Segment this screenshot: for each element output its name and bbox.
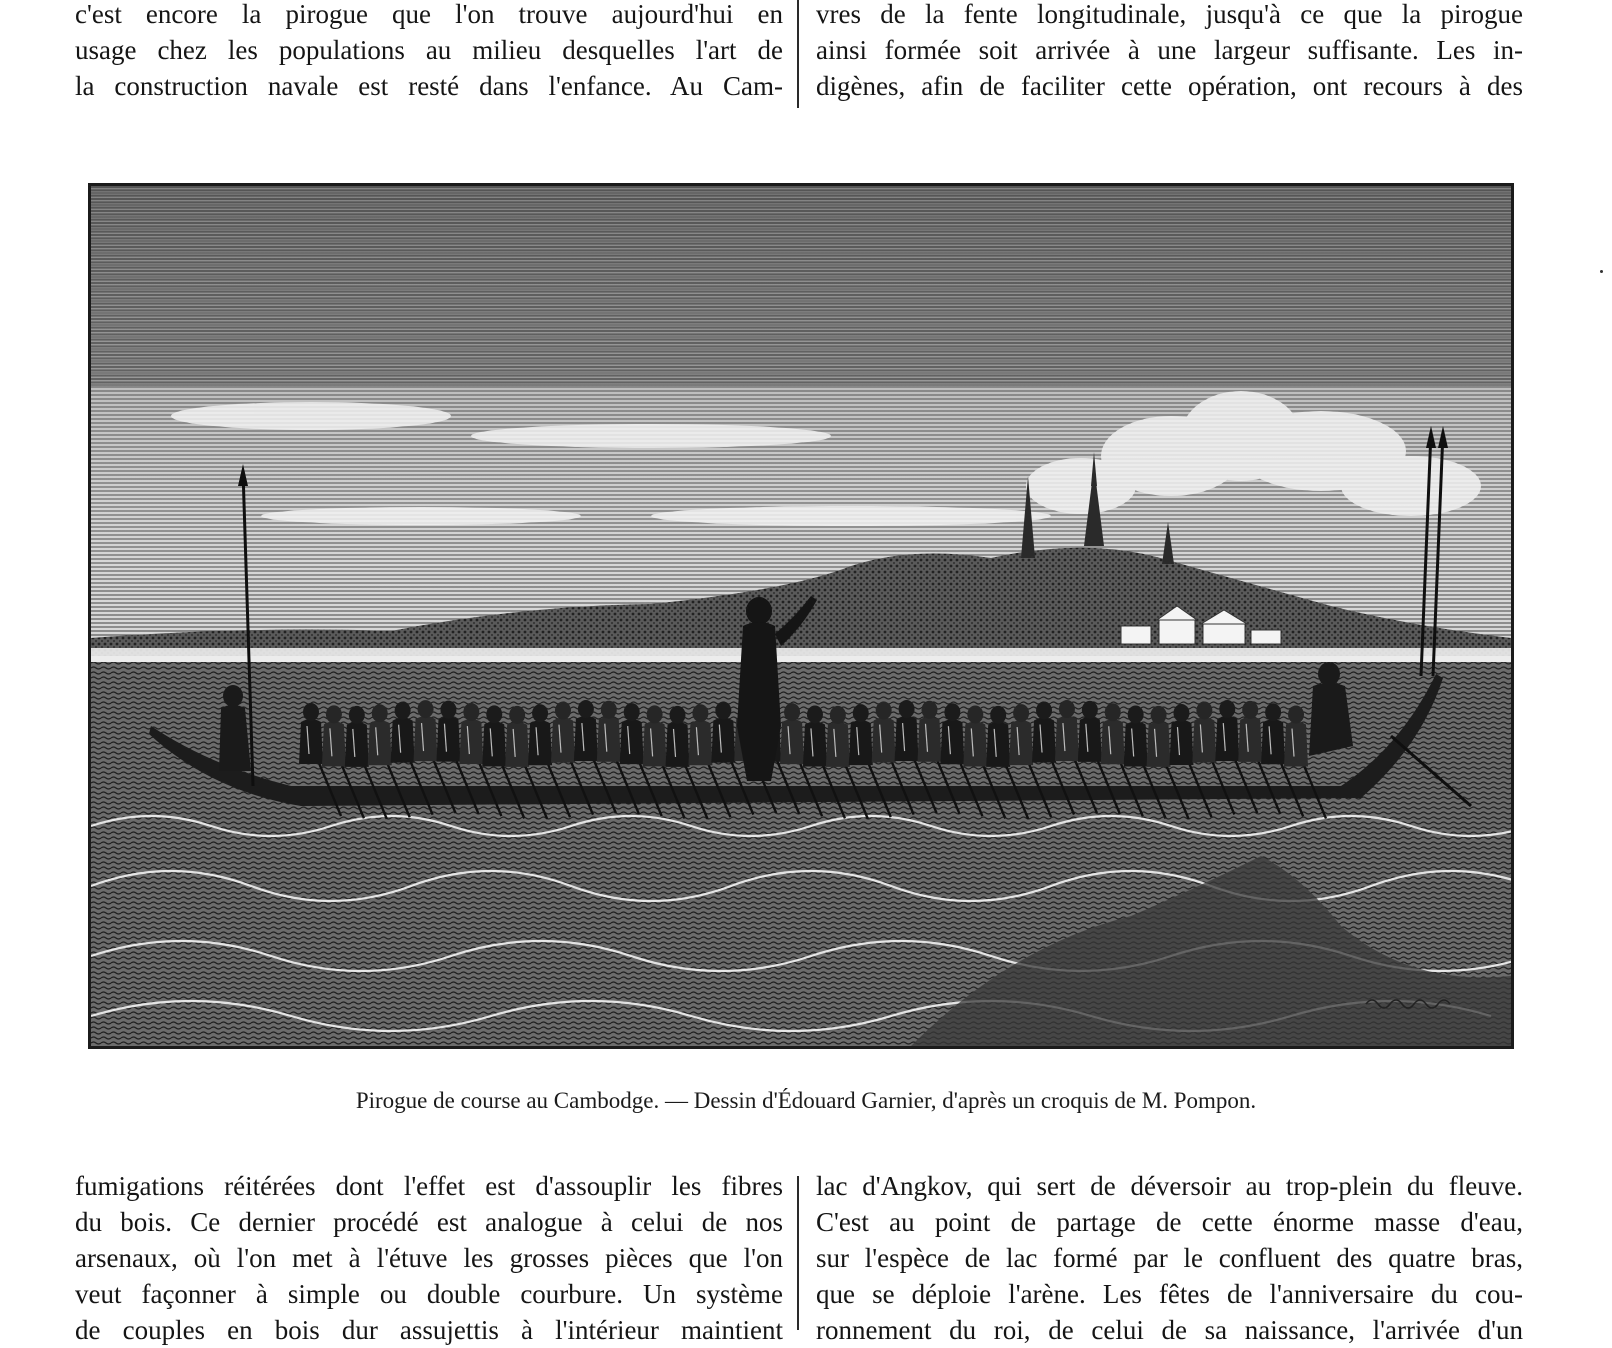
text-line: de couples en bois dur assujettis à l'intérieur maintient [75, 1315, 783, 1345]
figure-caption: Pirogue de course au Cambodge. — Dessin d'Édouard Garnier, d'après un croquis de M. Pompon. [355, 1088, 1257, 1113]
column-divider-top [797, 0, 799, 108]
margin-speck [1600, 270, 1603, 273]
text-line: digènes, afin de faciliter cette opération, ont recours à des [816, 71, 1523, 101]
text-line: c'est encore la pirogue que l'on trouve aujourd'hui en [75, 0, 783, 29]
text-line: sur l'espèce de lac formé par le confluent des quatre bras, [816, 1243, 1523, 1273]
text-line: arsenaux, où l'on met à l'étuve les grosses pièces que l'on [75, 1243, 783, 1273]
text-column-bottom-left [75, 1168, 783, 1348]
text-line: la construction navale est resté dans l'enfance. Au Cam- [75, 71, 783, 101]
text-line: C'est au point de partage de cette énorme masse d'eau, [816, 1207, 1523, 1237]
text-line: veut façonner à simple ou double courbure. Un système [75, 1279, 783, 1309]
text-line: du bois. Ce dernier procédé est analogue à celui de nos [75, 1207, 783, 1237]
text-column-bottom-right [816, 1168, 1523, 1348]
text-line: ainsi formée soit arrivée à une largeur suffisante. Les in- [816, 35, 1523, 65]
text-column-top-right [816, 0, 1523, 104]
engraving-illustration [88, 183, 1514, 1049]
text-line: vres de la fente longitudinale, jusqu'à ce que la pirogue [816, 0, 1523, 29]
text-column-top-left [75, 0, 783, 104]
text-line: fumigations réitérées dont l'effet est d'assouplir les fibres [75, 1171, 783, 1201]
text-line: que se déploie l'arène. Les fêtes de l'anniversaire du cou- [816, 1279, 1523, 1309]
engraving-canvas [91, 186, 1511, 1046]
text-line: ronnement du roi, de celui de sa naissance, l'arrivée d'un [816, 1315, 1523, 1345]
text-line: lac d'Angkov, qui sert de déversoir au trop-plein du fleuve. [816, 1171, 1523, 1201]
column-divider-bottom [797, 1176, 799, 1330]
text-line: usage chez les populations au milieu desquelles l'art de [75, 35, 783, 65]
